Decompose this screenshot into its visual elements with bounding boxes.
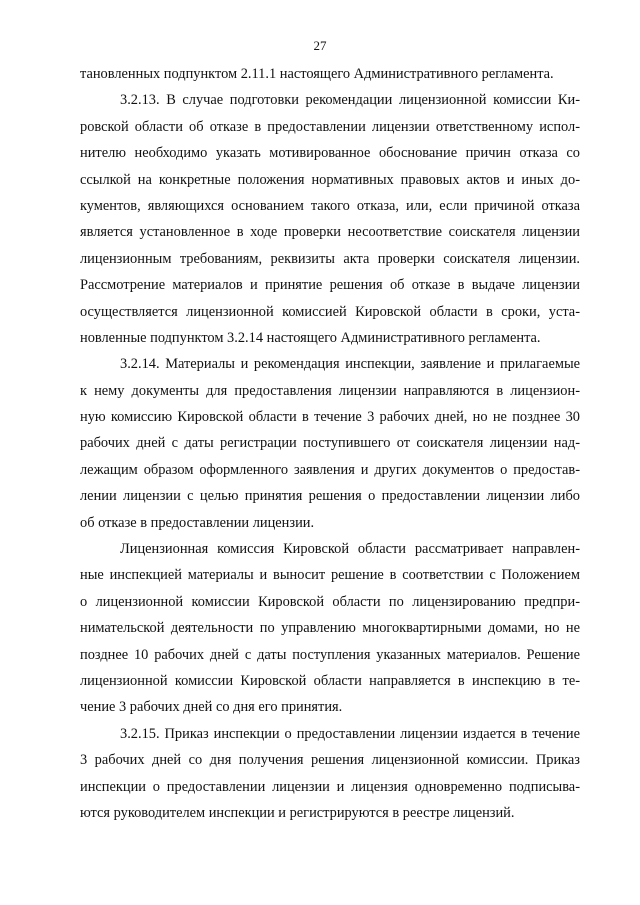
text-line: инспекции о предоставлении лицензии и лицензия одновременно подписыва- [80, 778, 580, 795]
text-line: тановленных подпунктом 2.11.1 настоящего Административного регламента. [80, 66, 554, 82]
page-number: 27 [313, 38, 327, 53]
text-line: Лицензионная комиссия Кировской области рассматривает направлен- [120, 541, 580, 558]
text-line: позднее 10 рабочих дней с даты поступления указанных материалов. Решение [80, 646, 580, 663]
text-line: лежащим образом оформленного заявления и других документов о предостав- [80, 461, 580, 478]
text-line: 3 рабочих дней со дня получения решения лицензионной комиссии. Приказ [80, 752, 580, 769]
text-line: Рассмотрение материалов и принятие решения об отказе в выдаче лицензии [80, 277, 580, 294]
text-line: лицензионным требованиям, реквизиты акта проверки соискателя лицензии. [80, 250, 580, 267]
text-line: лении лицензии с целью принятия решения о предоставлении лицензии либо [80, 488, 580, 505]
text-line: нимательской деятельности по управлению многоквартирными домами, но не [80, 620, 580, 637]
text-line: 3.2.13. В случае подготовки рекомендации лицензионной комиссии Ки- [120, 92, 580, 109]
text-line: ются руководителем инспекции и регистрируются в реестре лицензий. [80, 804, 515, 821]
text-line: к нему документы для предоставления лицензии направляются в лицензион- [80, 382, 580, 399]
text-line: новленные подпунктом 3.2.14 настоящего Административного регламента. [80, 329, 541, 346]
text-line: об отказе в предоставлении лицензии. [80, 514, 315, 531]
body-text [80, 61, 580, 826]
text-line: ссылкой на конкретные положения нормативных правовых актов и иных до- [80, 171, 580, 188]
text-line: 3.2.15. Приказ инспекции о предоставлении лицензии издается в течение [120, 725, 580, 742]
text-line: рабочих дней с даты регистрации поступившего от соискателя лицензии над- [80, 435, 580, 452]
text-line: ные инспекцией материалы и выносит решение в соответствии с Положением [80, 567, 580, 584]
text-line: 3.2.14. Материалы и рекомендация инспекции, заявление и прилагаемые [120, 356, 580, 373]
text-line: является установленное в ходе проверки несоответствие соискателя лицензии [80, 224, 580, 241]
text-line: ровской области об отказе в предоставлении лицензии ответственному испол- [80, 118, 580, 135]
text-line: ную комиссию Кировской области в течение 3 рабочих дней, но не позднее 30 [80, 409, 580, 426]
text-line: кументов, являющихся основанием такого отказа, или, если причиной отказа [80, 197, 580, 214]
text-line: нителю необходимо указать мотивированное обоснование причин отказа со [80, 145, 580, 162]
text-line: осуществляется лицензионной комиссией Кировской области в сроки, уста- [80, 303, 580, 320]
text-line: лицензионной комиссии Кировской области направляется в инспекцию в те- [80, 672, 580, 689]
text-line: чение 3 рабочих дней со дня его принятия. [80, 699, 343, 716]
text-line: о лицензионной комиссии Кировской области по лицензированию предпри- [80, 593, 580, 610]
